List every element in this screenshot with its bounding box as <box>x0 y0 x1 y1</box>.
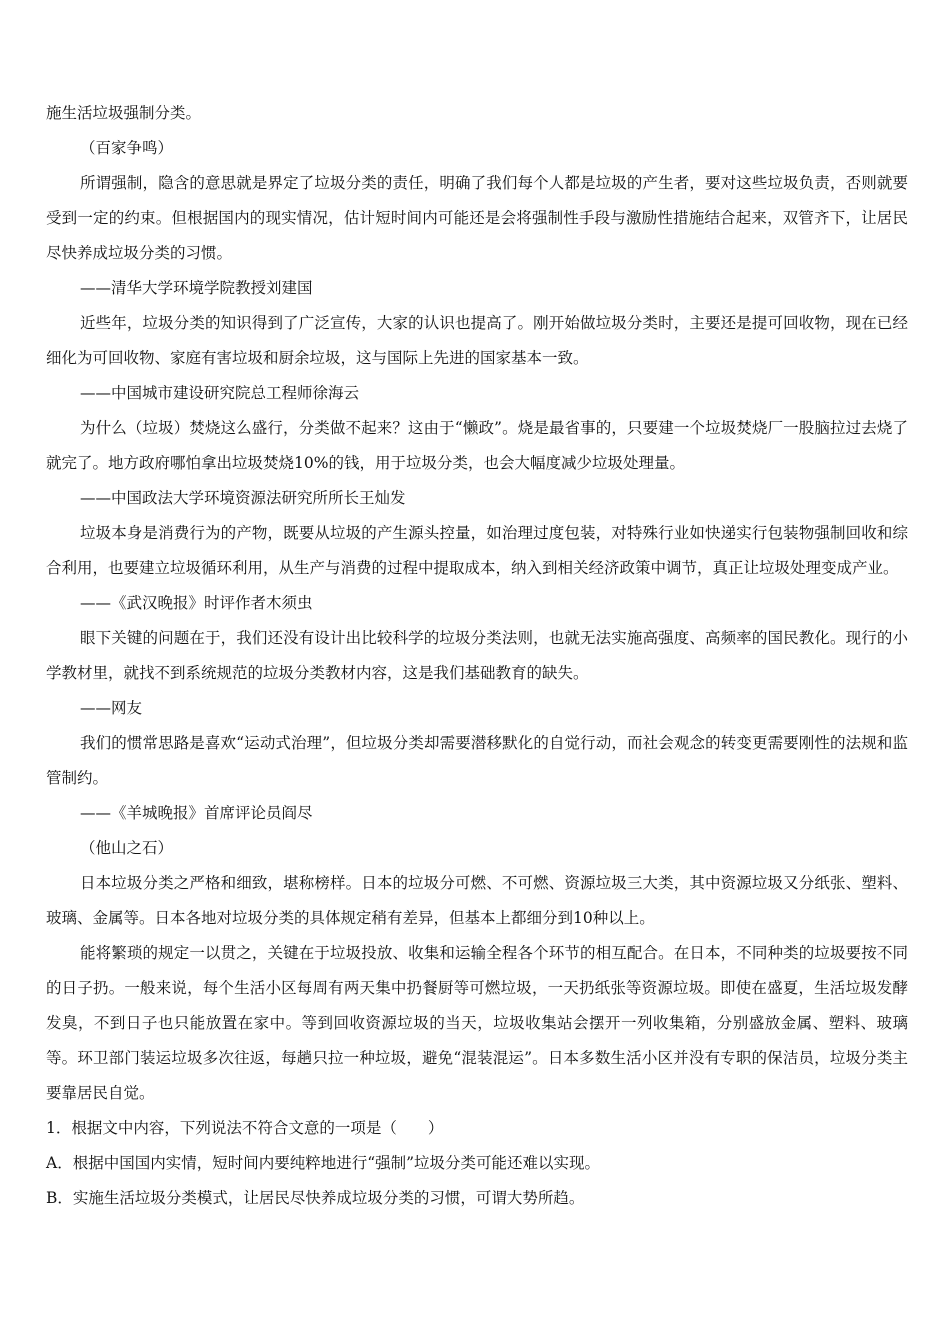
question-option-b: B．实施生活垃圾分类模式，让居民尽快养成垃圾分类的习惯，可谓大势所趋。 <box>46 1189 585 1207</box>
section-heading-debate: （百家争鸣） <box>80 139 174 157</box>
section-heading-abroad: （他山之石） <box>80 839 174 857</box>
intro-tail: 施生活垃圾强制分类。 <box>46 104 202 122</box>
question-option-a: A．根据中国国内实情，短时间内要纯粹地进行“强制”垃圾分类可能还难以实现。 <box>46 1154 601 1172</box>
debate-source-1: ——清华大学环境学院教授刘建国 <box>80 279 313 297</box>
question-stem: 1．根据文中内容，下列说法不符合文意的一项是（ ） <box>46 1119 444 1137</box>
debate-source-3: ——中国政法大学环境资源法研究所所长王灿发 <box>80 489 406 507</box>
debate-paragraph-6: 我们的惯常思路是喜欢“运动式治理”，但垃圾分类却需要潜移默化的自觉行动，而社会观念的转变更需要刚性的法规和监管制约。 <box>46 734 908 787</box>
debate-paragraph-5: 眼下关键的问题在于，我们还没有设计出比较科学的垃圾分类法则，也就无法实施高强度、高频率的国民教化。现行的小学教材里，就找不到系统规范的垃圾分类教材内容，这是我们基础教育的缺失。 <box>46 629 908 682</box>
debate-paragraph-1: 所谓强制，隐含的意思就是界定了垃圾分类的责任，明确了我们每个人都是垃圾的产生者，要对这些垃圾负责，否则就要受到一定的约束。但根据国内的现实情况，估计短时间内可能还是会将强制性手段与激励性措施结合起来，双管齐下，让居民尽快养成垃圾分类的习惯。 <box>46 174 908 262</box>
abroad-paragraph-2: 能将繁琐的规定一以贯之，关键在于垃圾投放、收集和运输全程各个环节的相互配合。在日本，不同种类的垃圾要按不同的日子扔。一般来说，每个生活小区每周有两天集中扔餐厨等可燃垃圾，一天扔纸张等资源垃圾。即使在盛夏，生活垃圾发酵发臭，不到日子也只能放置在家中。等到回收资源垃圾的当天，垃圾收集站会摆开一列收集箱，分别盛放金属、塑料、玻璃等。环卫部门装运垃圾多次往返，每趟只拉一种垃圾，避免“混装混运”。日本多数生活小区并没有专职的保洁员，垃圾分类主要靠居民自觉。 <box>46 944 908 1102</box>
debate-paragraph-4: 垃圾本身是消费行为的产物，既要从垃圾的产生源头控量，如治理过度包装，对特殊行业如快递实行包装物强制回收和综合利用，也要建立垃圾循环利用，从生产与消费的过程中提取成本，纳入到相关经济政策中调节，真正让垃圾处理变成产业。 <box>46 524 908 577</box>
debate-source-2: ——中国城市建设研究院总工程师徐海云 <box>80 384 360 402</box>
article-body <box>46 96 908 1216</box>
debate-paragraph-3: 为什么（垃圾）焚烧这么盛行，分类做不起来？这由于“懒政”。烧是最省事的，只要建一个垃圾焚烧厂一股脑拉过去烧了就完了。地方政府哪怕拿出垃圾焚烧10%的钱，用于垃圾分类，也会大幅度减少垃圾处理量。 <box>46 419 908 472</box>
debate-source-6: ——《羊城晚报》首席评论员阎尽 <box>80 804 313 822</box>
debate-source-4: ——《武汉晚报》时评作者木须虫 <box>80 594 313 612</box>
abroad-paragraph-1: 日本垃圾分类之严格和细致，堪称榜样。日本的垃圾分可燃、不可燃、资源垃圾三大类，其中资源垃圾又分纸张、塑料、玻璃、金属等。日本各地对垃圾分类的具体规定稍有差异，但基本上都细分到10种以上。 <box>46 874 908 927</box>
debate-source-5: ——网友 <box>80 699 143 717</box>
debate-paragraph-2: 近些年，垃圾分类的知识得到了广泛宣传，大家的认识也提高了。刚开始做垃圾分类时，主要还是提可回收物，现在已经细化为可回收物、家庭有害垃圾和厨余垃圾，这与国际上先进的国家基本一致。 <box>46 314 908 367</box>
